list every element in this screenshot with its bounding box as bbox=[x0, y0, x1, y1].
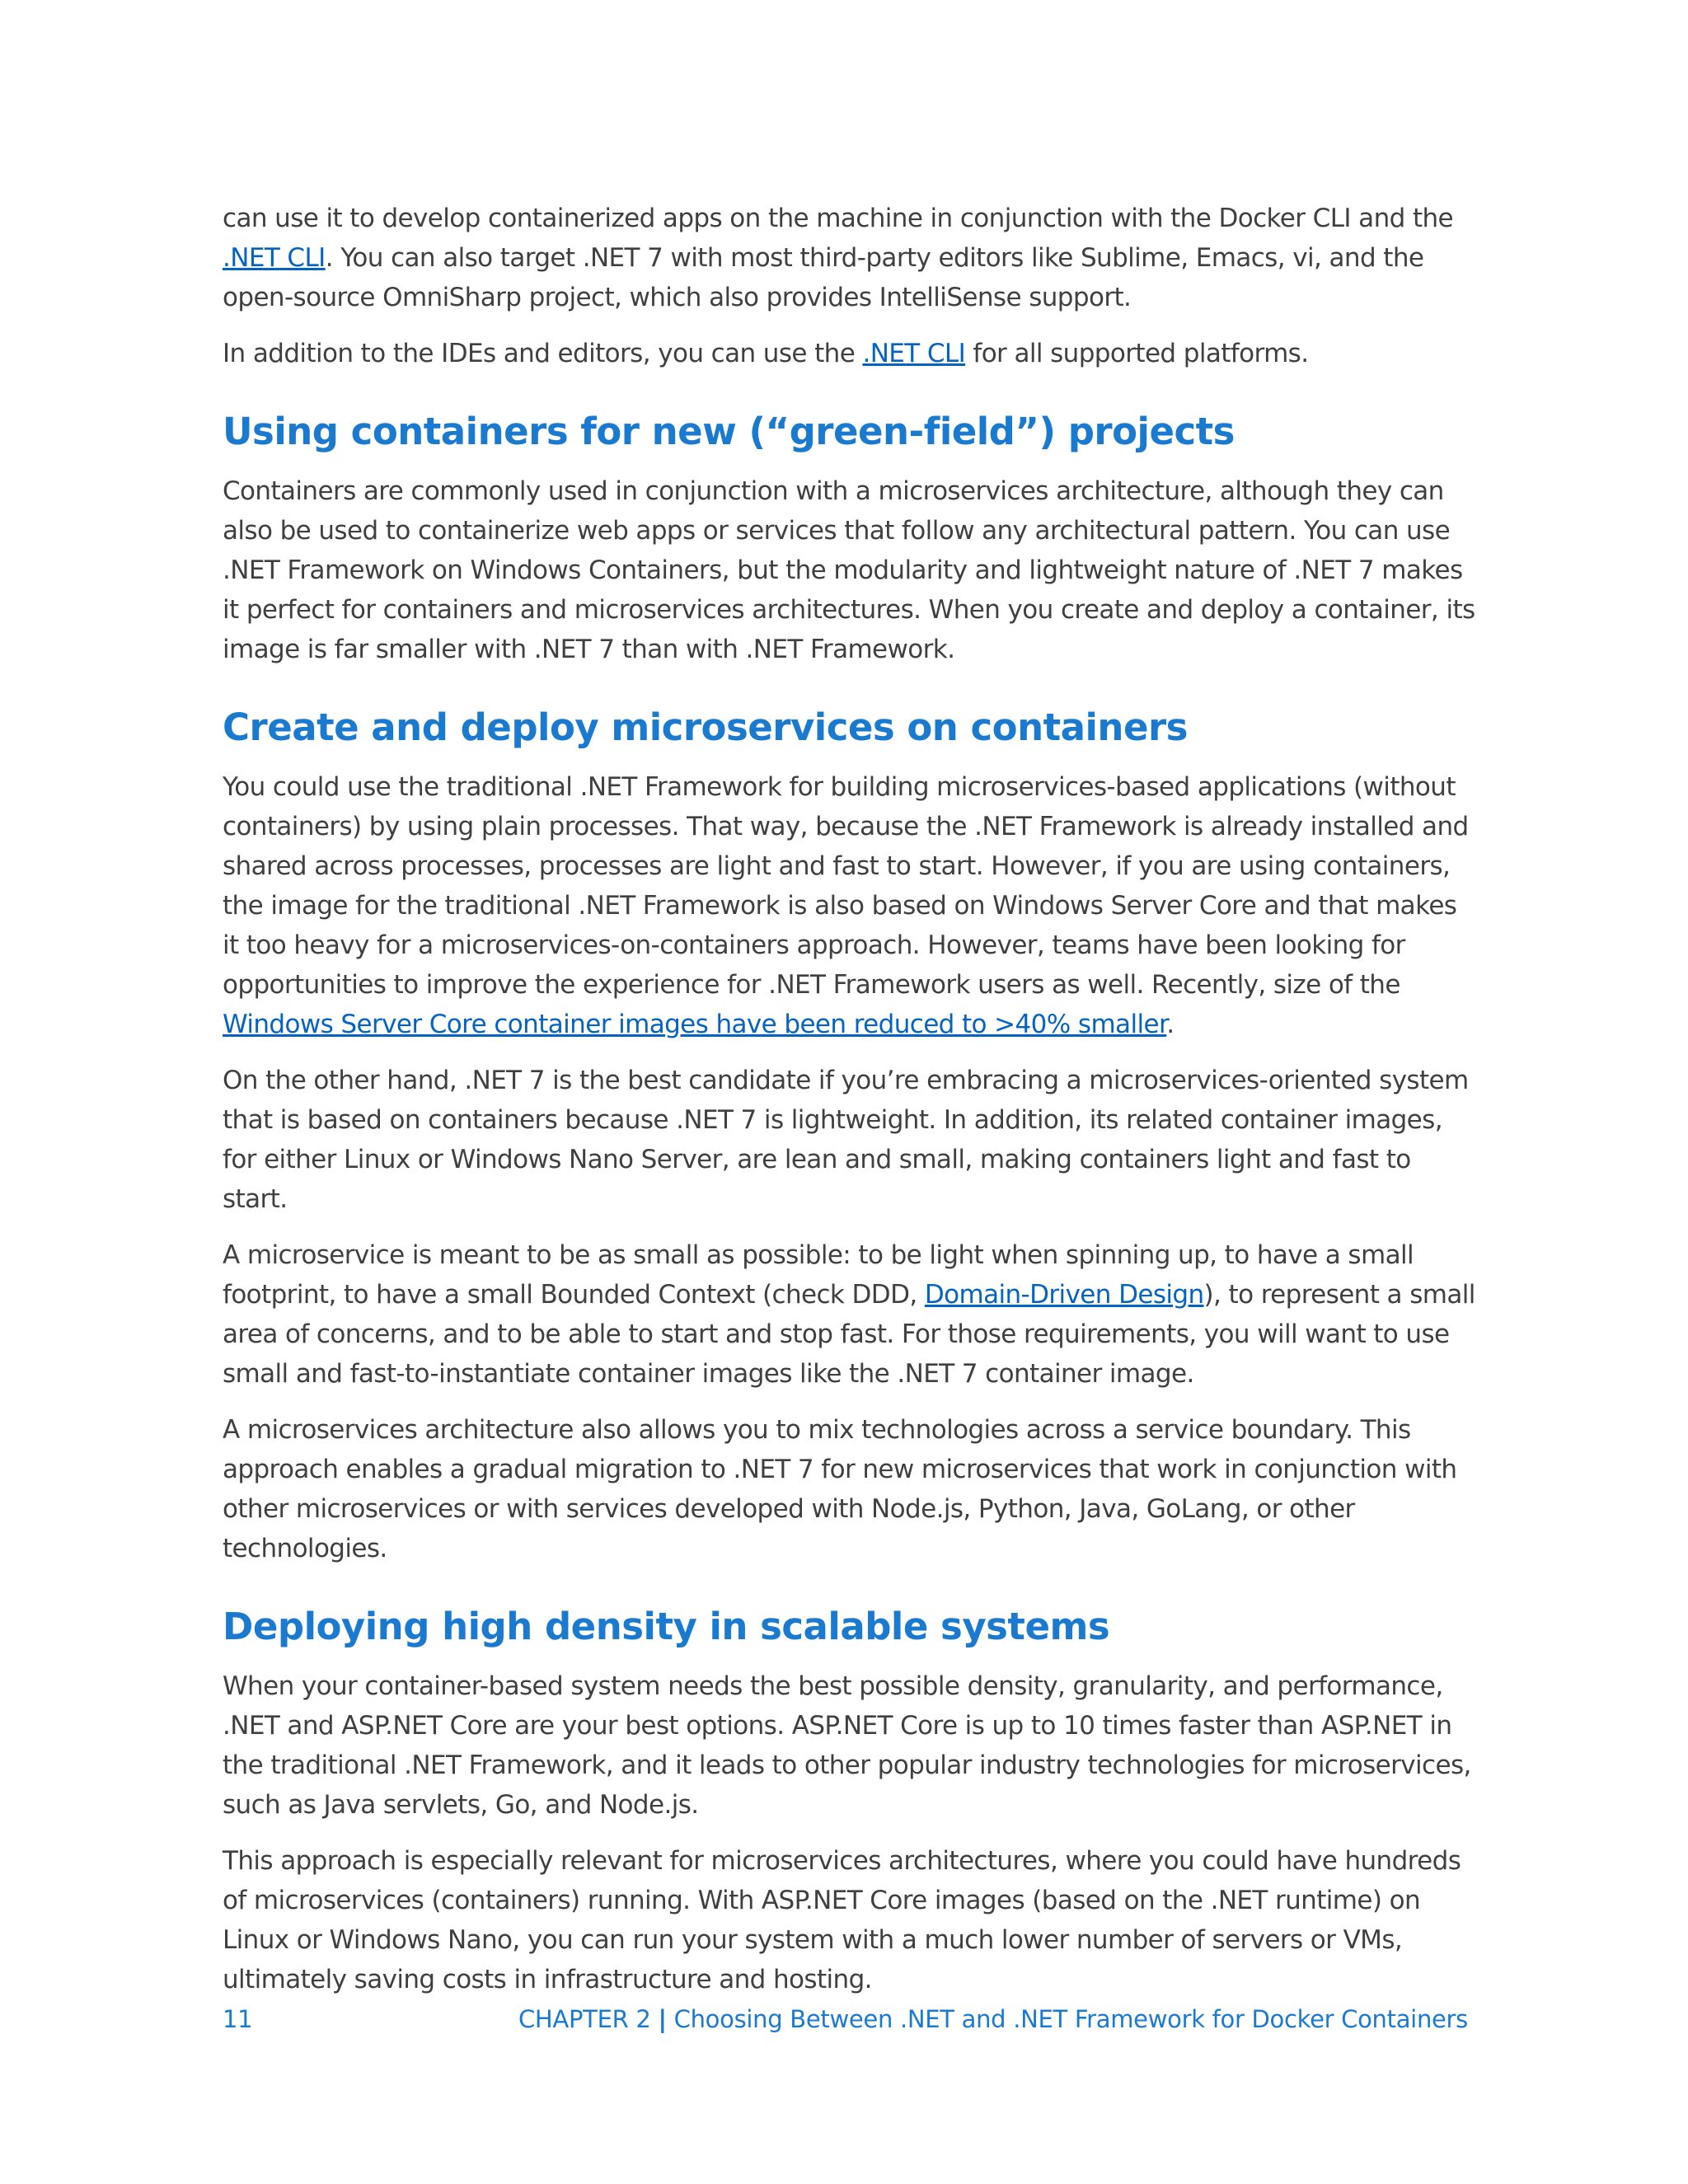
heading-high-density: Deploying high density in scalable systems bbox=[223, 1605, 1110, 1648]
heading-green-field: Using containers for new (“green-field”) projects bbox=[223, 410, 1235, 453]
windows-server-core-link[interactable]: Windows Server Core container images have been reduced to >40% smaller bbox=[223, 1010, 1167, 1039]
page-footer bbox=[223, 2003, 1468, 2036]
domain-driven-design-link[interactable]: Domain-Driven Design bbox=[924, 1280, 1204, 1310]
net-cli-link[interactable]: .NET CLI bbox=[223, 243, 326, 273]
document-body bbox=[223, 199, 1475, 1999]
chapter-separator: | bbox=[658, 2005, 667, 2033]
paragraph-mix-technologies: A microservices architecture also allows you to mix technologies across a service boundary. This approach enables a gradual migration to .NET 7 for new microservices that work in conjunction with other microservices or with services developed with Node.js, Python, Java, GoLang, or other technologies. bbox=[223, 1415, 1457, 1563]
chapter-name: Choosing Between .NET and .NET Framework for Docker Containers bbox=[673, 2005, 1468, 2033]
paragraph-net-cli: In addition to the IDEs and editors, you can use the .NET CLI for all supported platforms. bbox=[223, 339, 1309, 368]
paragraph-density-performance: When your container-based system needs the best possible density, granularity, and performance, .NET and ASP.NET Core are your best options. ASP.NET Core is up to 10 times faster than ASP.NET in the traditional .NET Framework, and it leads to other popular industry technologies for microservices, such as Java servlets, Go, and Node.js. bbox=[223, 1671, 1471, 1820]
paragraph-hundreds-microservices: This approach is especially relevant for microservices architectures, where you could have hundreds of microservices (containers) running. With ASP.NET Core images (based on the .NET runtime) on Linux or Windows Nano, you can run your system with a much lower number of servers or VMs, ultimately saving costs in infrastructure and hosting. bbox=[223, 1846, 1461, 1994]
paragraph-traditional-framework: You could use the traditional .NET Framework for building microservices-based applications (without containers) by using plain processes. That way, because the .NET Framework is already installed and shared across processes, processes are light and fast to start. However, if you are using containers, the image for the traditional .NET Framework is also based on Windows Server Core and that makes it too heavy for a microservices-on-containers approach. However, teams have been looking for opportunities to improve the experience for .NET Framework users as well. Recently, size of the Windows Server Core container images have been reduced to >40% smaller. bbox=[223, 772, 1469, 1039]
net-cli-link-2[interactable]: .NET CLI bbox=[862, 339, 966, 368]
page-number: 11 bbox=[223, 2005, 253, 2033]
paragraph-microservice-small: A microservice is meant to be as small as possible: to be light when spinning up, to have a small footprint, to have a small Bounded Context (check DDD, Domain-Driven Design), to represent a small area of concerns, and to be able to start and stop fast. For those requirements, you will want to use small and fast-to-instantiate container images like the .NET 7 container image. bbox=[223, 1240, 1475, 1389]
chapter-label: CHAPTER 2 bbox=[518, 2005, 651, 2033]
paragraph-net7-candidate: On the other hand, .NET 7 is the best candidate if you’re embracing a microservices-oriented system that is based on containers because .NET 7 is lightweight. In addition, its related container images, for either Linux or Windows Nano Server, are lean and small, making containers light and fast to start. bbox=[223, 1066, 1469, 1214]
chapter-title bbox=[518, 2003, 1468, 2036]
heading-create-deploy: Create and deploy microservices on containers bbox=[223, 705, 1188, 749]
paragraph-dev-tools: can use it to develop containerized apps on the machine in conjunction with the Docker CLI and the .NET CLI. You can also target .NET 7 with most third-party editors like Sublime, Emacs, vi, and the open-source OmniSharp project, which also provides IntelliSense support. bbox=[223, 204, 1454, 312]
paragraph-containers-usage: Containers are commonly used in conjunction with a microservices architecture, although they can also be used to containerize web apps or services that follow any architectural pattern. You can use .NET Framework on Windows Containers, but the modularity and lightweight nature of .NET 7 makes it perfect for containers and microservices architectures. When you create and deploy a container, its image is far smaller with .NET 7 than with .NET Framework. bbox=[223, 476, 1475, 664]
